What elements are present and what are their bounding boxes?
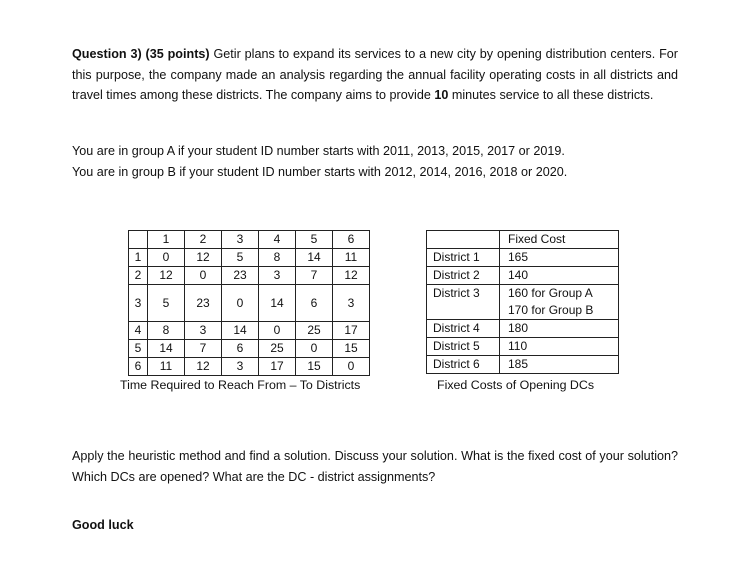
time-cell: 7 (185, 340, 222, 358)
district-cost: 140 (500, 267, 619, 285)
time-table-col-header: 5 (296, 231, 333, 249)
table-row (129, 285, 370, 322)
time-cell: 5 (148, 285, 185, 322)
time-cell: 0 (148, 249, 185, 267)
time-cell: 3 (333, 285, 370, 322)
table-row (129, 358, 370, 376)
time-cell: 0 (333, 358, 370, 376)
district-cost-group-b: 170 for Group B (508, 303, 594, 317)
time-cell: 15 (296, 358, 333, 376)
time-table-col-header: 1 (148, 231, 185, 249)
district-name: District 4 (427, 320, 500, 338)
time-cell: 3 (185, 322, 222, 340)
district-cost-multi (500, 285, 619, 320)
time-table-corner (129, 231, 148, 249)
instructions-paragraph: Apply the heuristic method and find a solution. Discuss your solution. What is the fixed cost of your solution? Which DCs are opened? What are the DC - district assignments? (72, 449, 678, 484)
time-cell: 11 (333, 249, 370, 267)
time-cell: 8 (259, 249, 296, 267)
time-table-row-header: 5 (129, 340, 148, 358)
time-cell: 14 (259, 285, 296, 322)
time-table-col-header: 6 (333, 231, 370, 249)
time-table-row-header: 6 (129, 358, 148, 376)
fixed-cost-header: Fixed Cost (500, 231, 619, 249)
time-cell: 14 (222, 322, 259, 340)
time-cell: 23 (222, 267, 259, 285)
time-cell: 25 (259, 340, 296, 358)
question-text-before: Getir plans to expand its services to a new city by opening distribution centers. For this purpose, the company made an analysis regarding the annual facility operating costs in all districts and travel times among these districts. The company aims to provide (72, 47, 678, 102)
time-table-col-header: 2 (185, 231, 222, 249)
time-cell: 23 (185, 285, 222, 322)
table-row (129, 340, 370, 358)
table-row (427, 356, 619, 374)
cost-table-caption: Fixed Costs of Opening DCs (437, 378, 595, 392)
time-cell: 3 (222, 358, 259, 376)
time-cell: 15 (333, 340, 370, 358)
district-cost-group-a: 160 for Group A (508, 286, 593, 300)
time-cell: 0 (185, 267, 222, 285)
district-name: District 2 (427, 267, 500, 285)
time-table-col-header: 4 (259, 231, 296, 249)
table-row (427, 338, 619, 356)
cost-table-header-row (427, 231, 619, 249)
time-cell: 11 (148, 358, 185, 376)
time-table-header-row (129, 231, 370, 249)
group-a-text: You are in group A if your student ID number starts with 2011, 2013, 2015, 2017 or 2019. (72, 144, 565, 158)
table-row (129, 322, 370, 340)
table-row (427, 249, 619, 267)
time-cell: 12 (333, 267, 370, 285)
time-cell: 7 (296, 267, 333, 285)
time-table (128, 230, 370, 376)
question-paragraph (72, 44, 678, 106)
minutes-value: 10 (434, 88, 449, 102)
time-cell: 12 (185, 249, 222, 267)
time-cell: 0 (259, 322, 296, 340)
district-cost: 165 (500, 249, 619, 267)
table-row (427, 320, 619, 338)
district-cost: 180 (500, 320, 619, 338)
group-paragraph (72, 141, 678, 182)
time-cell: 14 (296, 249, 333, 267)
time-table-row-header: 1 (129, 249, 148, 267)
district-name: District 5 (427, 338, 500, 356)
time-table-row-header: 2 (129, 267, 148, 285)
table-row (129, 267, 370, 285)
question-label: Question 3) (35 points) (72, 47, 210, 61)
time-cell: 0 (222, 285, 259, 322)
fixed-cost-table (426, 230, 619, 374)
time-table-row-header: 4 (129, 322, 148, 340)
time-cell: 14 (148, 340, 185, 358)
time-cell: 5 (222, 249, 259, 267)
time-table-row-header: 3 (129, 285, 148, 322)
district-name: District 1 (427, 249, 500, 267)
time-cell: 6 (222, 340, 259, 358)
district-name: District 3 (427, 285, 500, 320)
table-row (427, 285, 619, 320)
district-cost: 110 (500, 338, 619, 356)
cost-table-corner (427, 231, 500, 249)
time-cell: 12 (185, 358, 222, 376)
closing-text: Good luck (72, 518, 134, 532)
time-table-col-header: 3 (222, 231, 259, 249)
time-cell: 12 (148, 267, 185, 285)
time-cell: 0 (296, 340, 333, 358)
question-text-after: minutes service to all these districts. (448, 88, 654, 102)
time-cell: 25 (296, 322, 333, 340)
time-cell: 17 (259, 358, 296, 376)
time-table-caption: Time Required to Reach From – To Districts (120, 378, 361, 392)
time-cell: 17 (333, 322, 370, 340)
time-cell: 8 (148, 322, 185, 340)
district-cost: 185 (500, 356, 619, 374)
table-row (427, 267, 619, 285)
time-cell: 6 (296, 285, 333, 322)
group-b-text: You are in group B if your student ID number starts with 2012, 2014, 2016, 2018 or 2020. (72, 164, 568, 179)
district-name: District 6 (427, 356, 500, 374)
table-row (129, 249, 370, 267)
time-cell: 3 (259, 267, 296, 285)
